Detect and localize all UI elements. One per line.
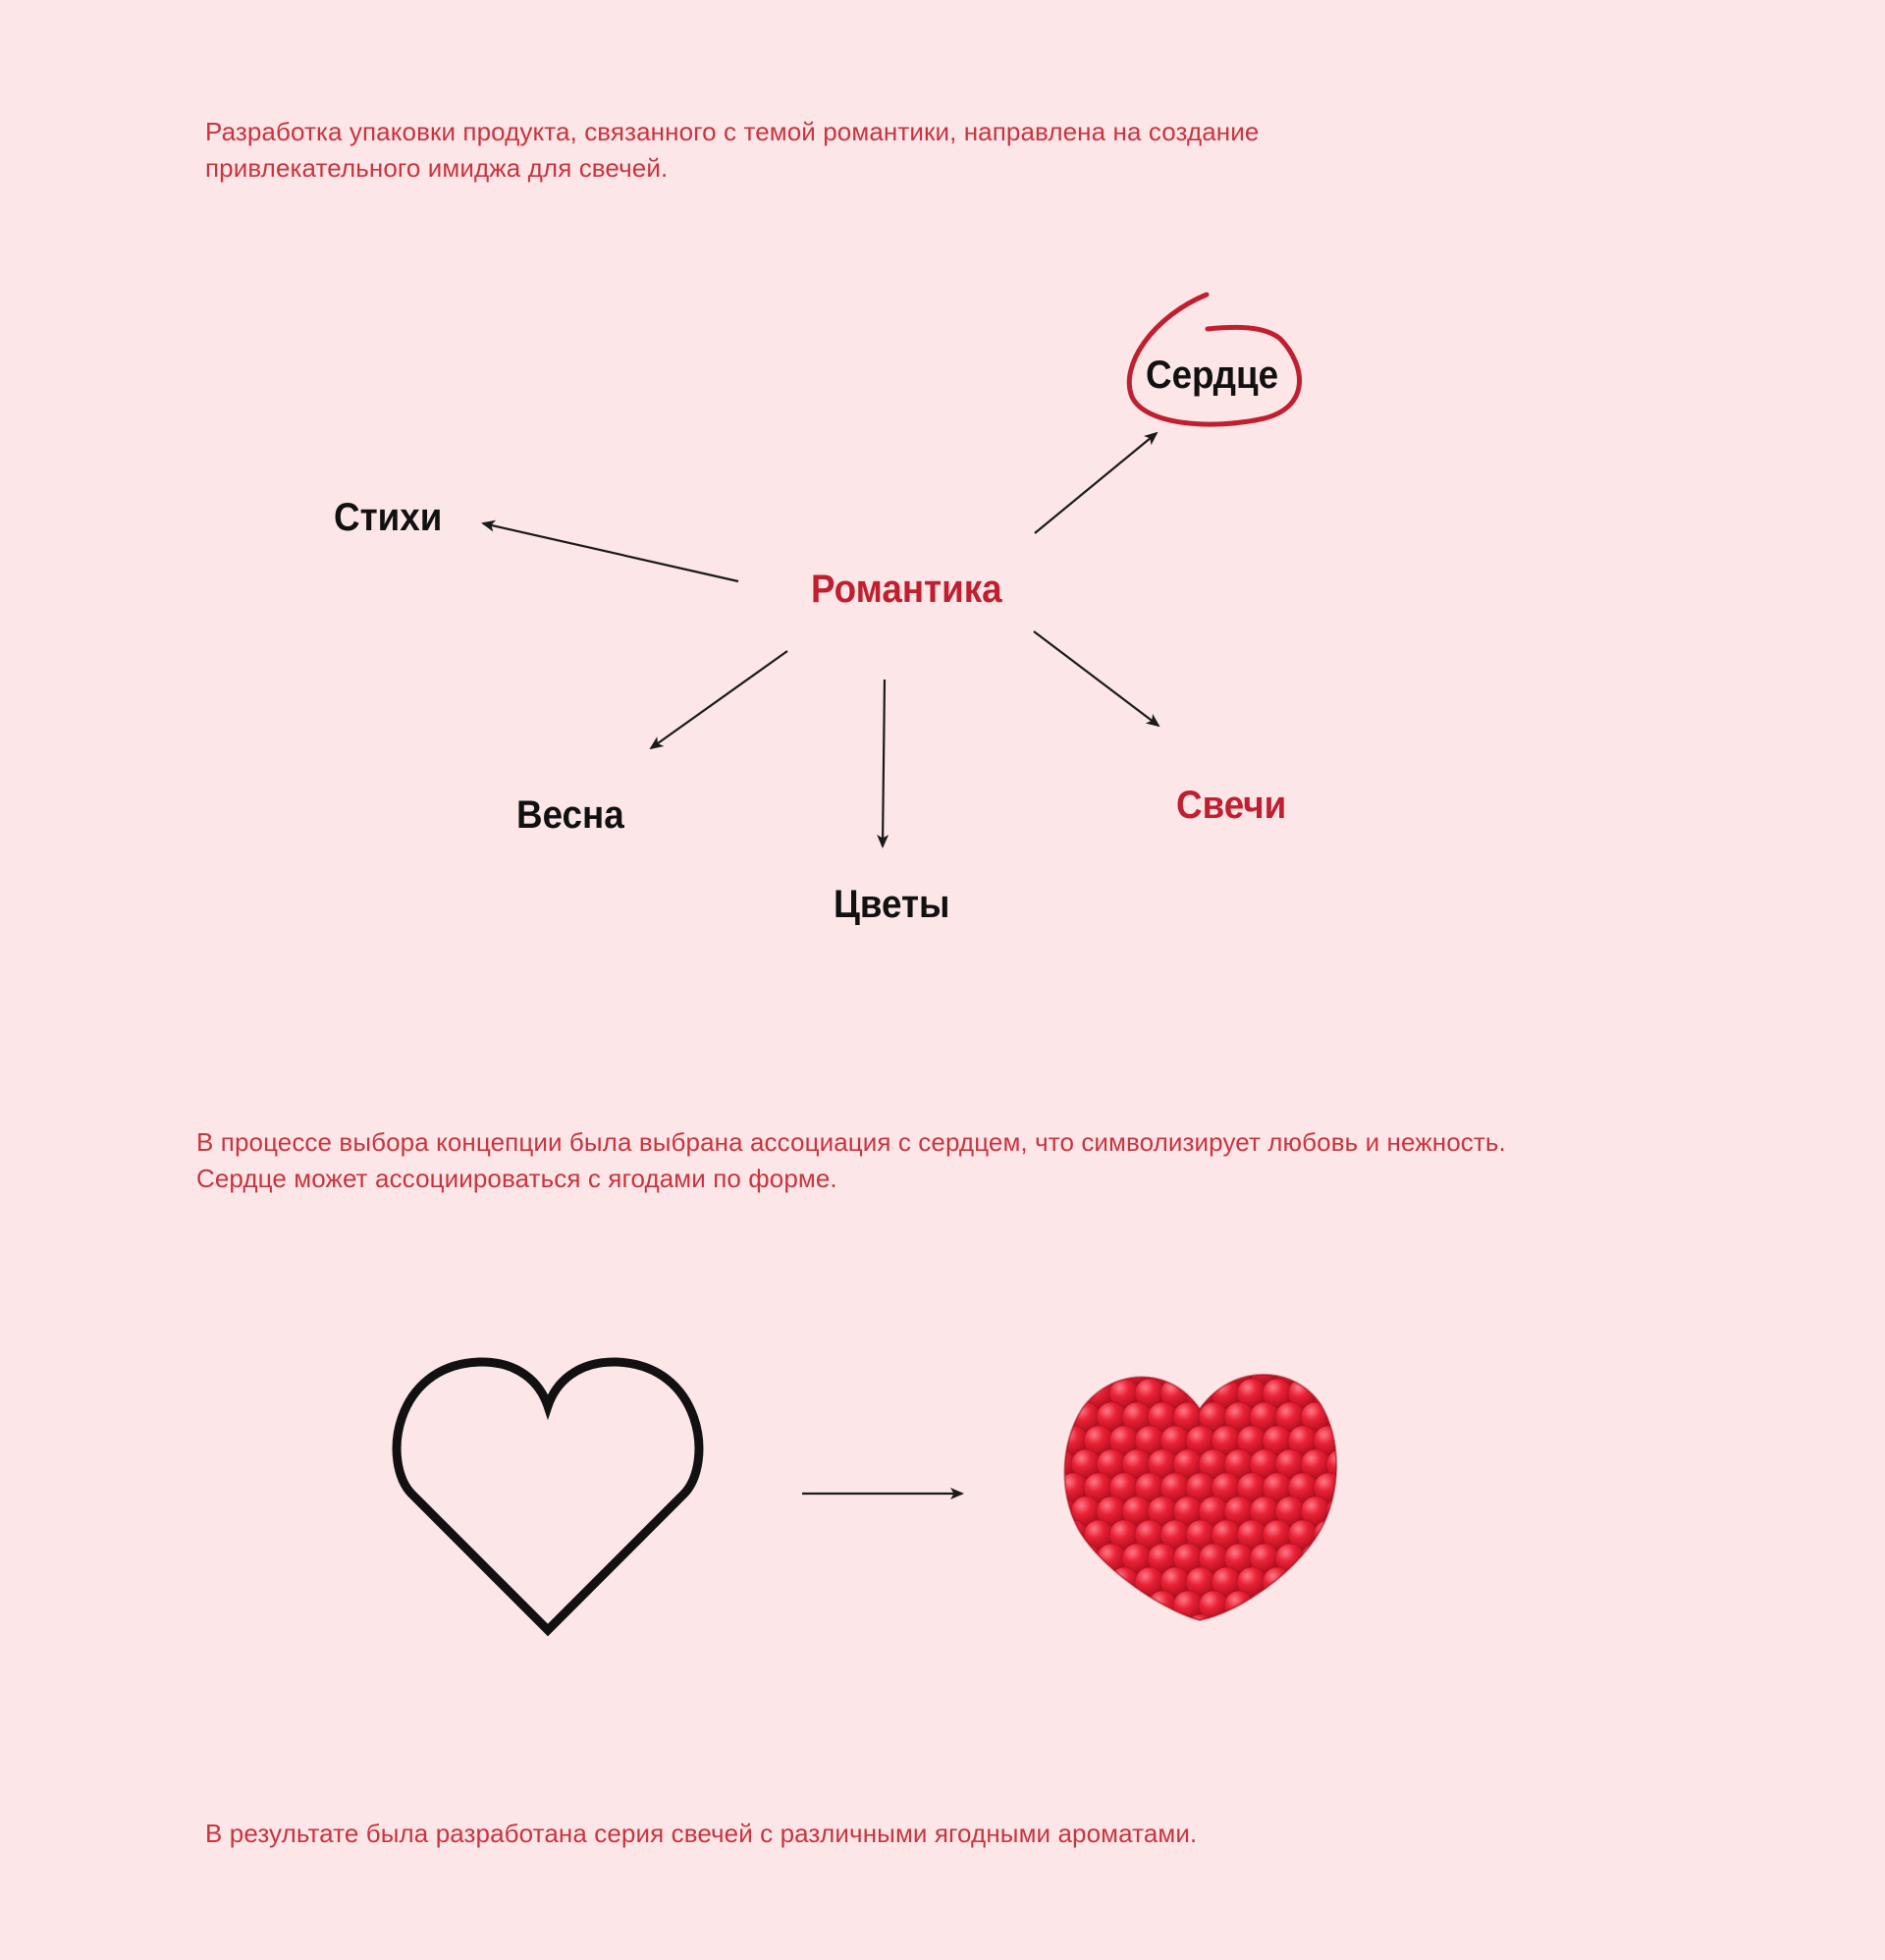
raspberry-drupelet [1084,1614,1113,1644]
raspberry-drupelet [1058,1379,1088,1408]
highlight-circle [1129,295,1299,424]
mindmap-node-poems: Стихи [334,496,443,539]
mindmap-node-flowers: Цветы [834,883,950,926]
raspberry-drupelet [1186,1614,1215,1644]
raspberry-drupelet [1046,1591,1075,1620]
arrow-to-flowers [883,680,885,846]
arrow-to-candles [1034,631,1158,726]
raspberry-drupelet [1326,1497,1356,1526]
mindmap-center-romance: Романтика [811,568,1002,611]
raspberry-drupelet [1199,1355,1228,1385]
raspberry-drupelet [1301,1591,1330,1620]
raspberry-drupelet [1071,1591,1101,1620]
raspberry-drupelet [1314,1567,1343,1597]
raspberry-drupelet [1288,1567,1318,1597]
raspberry-drupelet [1288,1614,1318,1644]
arrow-to-spring [651,651,787,748]
raspberry-drupelet [1097,1591,1126,1620]
raspberry-drupelet [1058,1614,1088,1644]
raspberry-drupelet [1301,1544,1330,1573]
mindmap-node-heart: Сердце [1146,354,1279,397]
concept-paragraph: В процессе выбора концепции была выбрана ассоциация с сердцем, что символизирует любовь и нежность. Сердце может ассоциироваться с ягодами по форме. [196,1127,1506,1193]
raspberry-drupelet [1046,1402,1075,1432]
arrow-to-heart [1035,433,1157,533]
raspberry-heart-image [1046,1355,1356,1644]
raspberry-drupelet [1109,1614,1139,1644]
raspberry-drupelet [1135,1614,1164,1644]
raspberry-drupelet [1212,1614,1241,1644]
raspberry-drupelet [1071,1544,1101,1573]
raspberry-drupelet [1263,1614,1292,1644]
raspberry-drupelet [1326,1355,1356,1385]
raspberry-drupelet [1046,1355,1075,1385]
raspberry-drupelet [1326,1591,1356,1620]
raspberry-drupelet [1314,1614,1343,1644]
raspberry-drupelet [1275,1591,1305,1620]
raspberry-drupelet [1084,1567,1113,1597]
raspberry-drupelet [1326,1544,1356,1573]
intro-paragraph: Разработка упаковки продукта, связанного с темой романтики, направлена на создание привлекательного имиджа для свечей. [205,117,1260,183]
raspberry-drupelet [1301,1355,1330,1385]
result-paragraph: В результате была разработана серия свечей с различными ягодными ароматами. [205,1819,1198,1848]
raspberry-drupelet [1237,1614,1266,1644]
heart-outline-icon [397,1362,699,1630]
raspberry-drupelet [1071,1355,1101,1385]
raspberry-drupelet [1058,1567,1088,1597]
raspberry-drupelet [1160,1614,1190,1644]
raspberry-drupelet [1046,1544,1075,1573]
raspberry-drupelet [1173,1355,1203,1385]
mindmap-node-spring: Весна [516,793,624,837]
arrow-to-poems [483,523,738,581]
mindmap-node-candles: Свечи [1176,784,1287,827]
